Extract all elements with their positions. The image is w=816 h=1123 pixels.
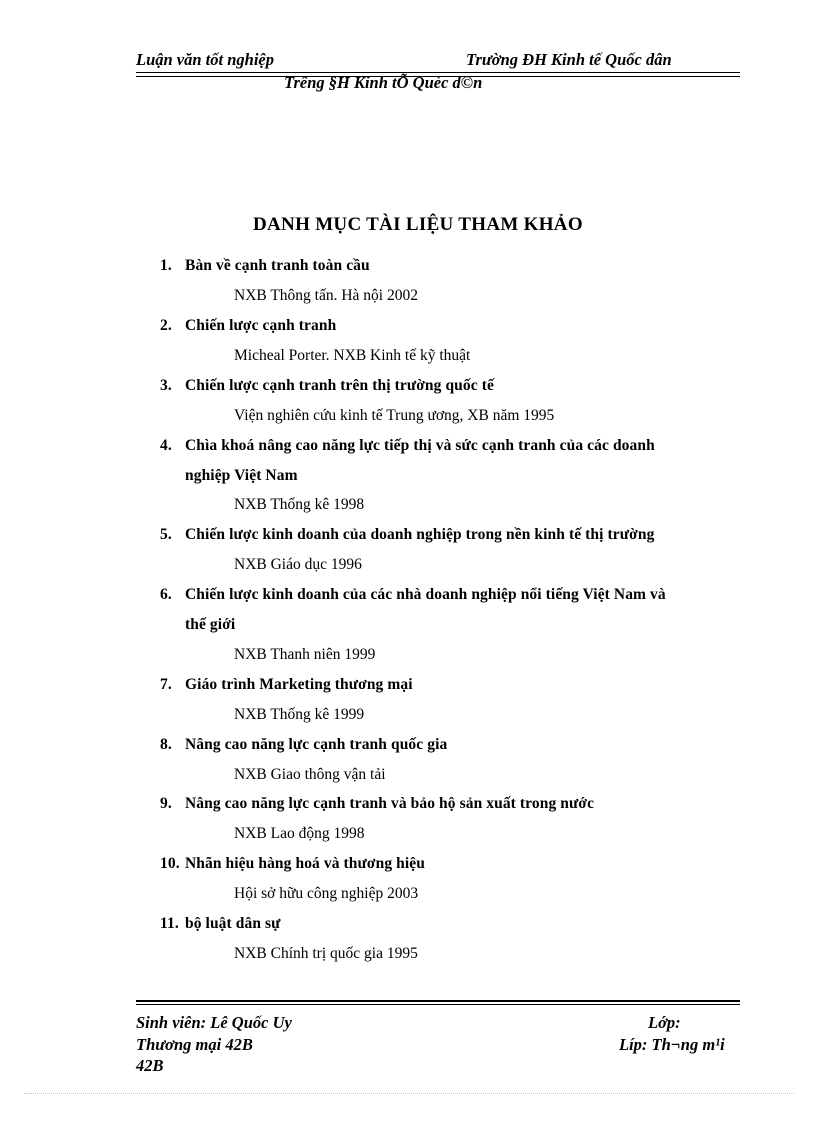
ref-source: NXB Lao động 1998	[234, 825, 365, 842]
header-left: Luận văn tốt nghiệp	[136, 50, 274, 69]
ref-number: 8.	[160, 736, 172, 753]
ref-number: 11.	[160, 915, 179, 932]
page-title: DANH MỤC TÀI LIỆU THAM KHẢO	[253, 214, 583, 235]
ref-title: Nâng cao năng lực cạnh tranh và bảo hộ sản xuất trong nước	[185, 795, 595, 812]
ref-number: 9.	[160, 795, 172, 812]
ref-number: 2.	[160, 317, 172, 334]
ref-source: NXB Thống kê 1999	[234, 706, 365, 723]
header-garbled: Trêng §H Kinh tÕ Quèc d©n	[284, 73, 483, 92]
ref-title: Chìa khoá nâng cao năng lực tiếp thị và sức cạnh tranh của các doanh	[185, 437, 655, 454]
ref-title: Chiến lược kinh doanh của doanh nghiệp trong nền kinh tế thị trường	[185, 526, 655, 543]
ref-title: Chiến lược cạnh tranh	[185, 317, 337, 334]
ref-source: NXB Thống kê 1998	[234, 496, 365, 513]
ref-source: NXB Giao thông vận tải	[234, 766, 386, 783]
footer-garbled-class: Líp: Th¬ng m¹i	[619, 1035, 725, 1054]
ref-title: Nâng cao năng lực cạnh tranh quốc gia	[185, 736, 448, 753]
footer-student: Sinh viên: Lê Quốc Uy	[136, 1013, 292, 1032]
page-edge-dotted-line	[24, 1093, 794, 1094]
ref-title-continued: thế giới	[185, 616, 236, 633]
ref-source: Viện nghiên cứu kinh tế Trung ương, XB năm 1995	[234, 407, 555, 424]
footer-garbled-tail: 42B	[136, 1056, 164, 1075]
ref-source: Micheal Porter. NXB Kinh tế kỹ thuật	[234, 347, 471, 364]
ref-source: NXB Thanh niên 1999	[234, 646, 376, 663]
ref-title: Nhãn hiệu hàng hoá và thương hiệu	[185, 855, 425, 872]
ref-number: 3.	[160, 377, 172, 394]
ref-number: 5.	[160, 526, 172, 543]
footer-rule-bottom	[136, 1004, 740, 1005]
footer-class-label: Lớp:	[648, 1013, 681, 1032]
ref-title: Chiến lược cạnh tranh trên thị trường quốc tế	[185, 377, 494, 394]
ref-number: 10.	[160, 855, 180, 872]
ref-number: 7.	[160, 676, 172, 693]
ref-source: Hội sở hữu công nghiệp 2003	[234, 885, 419, 902]
ref-title: Giáo trình Marketing thương mại	[185, 676, 413, 693]
ref-title: Chiến lược kinh doanh của các nhà doanh nghiệp nổi tiếng Việt Nam và	[185, 586, 666, 603]
footer-rule-top	[136, 1000, 740, 1002]
ref-number: 1.	[160, 257, 172, 274]
ref-source: NXB Giáo dục 1996	[234, 556, 362, 573]
ref-number: 4.	[160, 437, 172, 454]
ref-title: Bàn về cạnh tranh toàn cầu	[185, 257, 370, 274]
ref-number: 6.	[160, 586, 172, 603]
ref-source: NXB Thông tấn. Hà nội 2002	[234, 287, 418, 304]
footer-class-value: Thương mại 42B	[136, 1035, 253, 1054]
ref-source: NXB Chính trị quốc gia 1995	[234, 945, 418, 962]
header-right: Trường ĐH Kinh tế Quốc dân	[466, 50, 672, 69]
ref-title-continued: nghiệp Việt Nam	[185, 467, 298, 484]
ref-title: bộ luật dân sự	[185, 915, 281, 932]
